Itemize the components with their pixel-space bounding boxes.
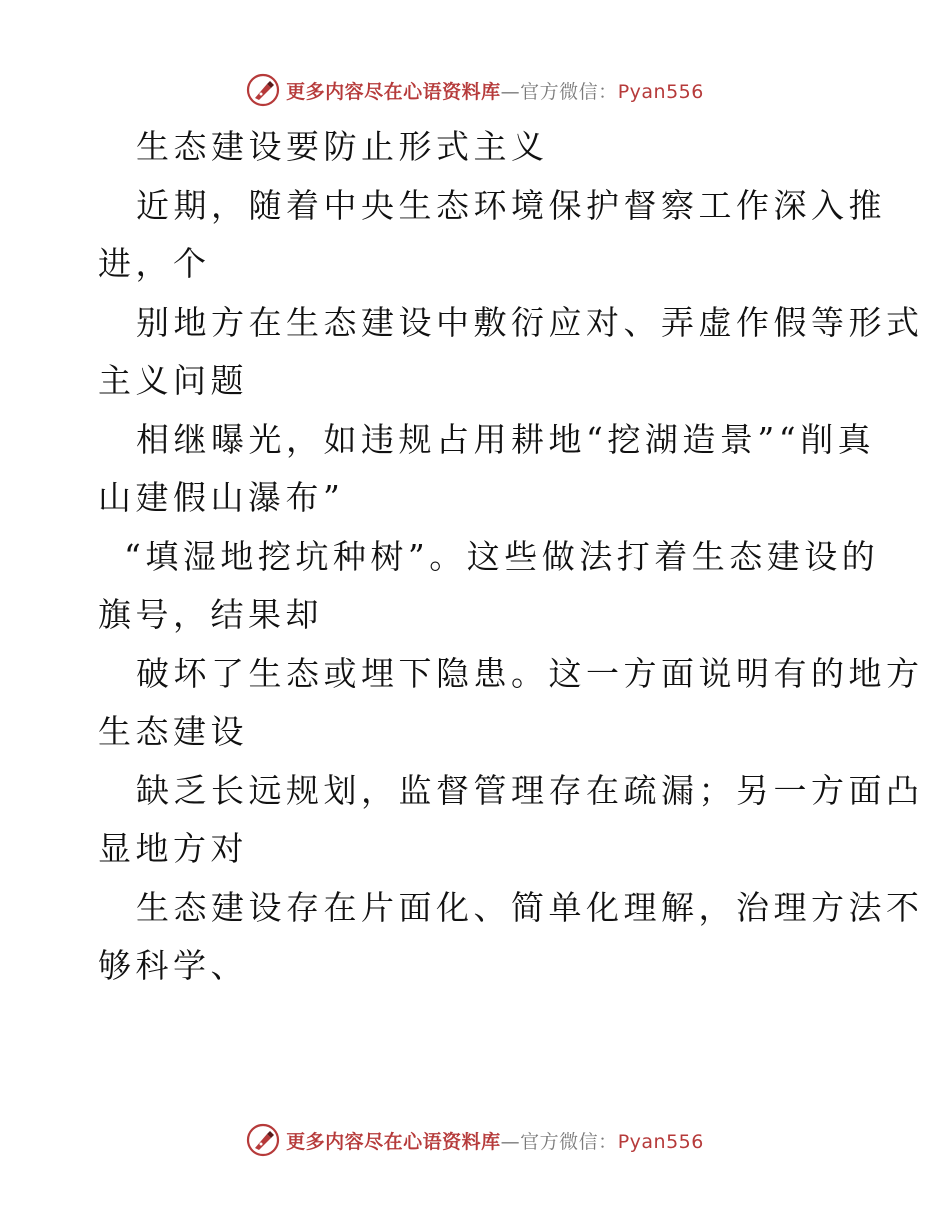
banner-wechat-label: —官方微信： (500, 1130, 618, 1153)
text-line: 旗号，结果却 (98, 595, 323, 634)
text-line: 近期，随着中央生态环境保护督察工作深入推 (136, 185, 886, 225)
text-line: 山建假山瀑布” (98, 478, 345, 517)
text-line: “填湿地挖坑种树”。这些做法打着生态建设的 (124, 536, 880, 576)
document-title: 生态建设要防止形式主义 (136, 127, 549, 166)
text-line: 够科学、 (98, 946, 248, 985)
text-line: 生态建设存在片面化、简单化理解，治理方法不 (136, 887, 924, 927)
text-line: 生态建设 (98, 712, 248, 751)
fountain-pen-logo-icon (246, 1123, 280, 1157)
text-line: 缺乏长远规划，监督管理存在疏漏；另一方面凸 (136, 770, 924, 810)
document-body (98, 118, 924, 996)
text-line: 别地方在生态建设中敷衍应对、弄虚作假等形式 (136, 302, 924, 342)
banner-wechat-id: Pyan556 (617, 1130, 704, 1153)
banner-text (286, 77, 704, 104)
footer-banner (0, 1120, 950, 1160)
header-banner (0, 70, 950, 110)
text-line: 显地方对 (98, 829, 248, 868)
banner-wechat-id: Pyan556 (617, 80, 704, 103)
text-line: 相继曝光，如违规占用耕地“挖湖造景”“削真 (136, 419, 876, 459)
text-line: 主义问题 (98, 361, 248, 400)
banner-text (286, 1127, 704, 1154)
text-line: 破坏了生态或埋下隐患。这一方面说明有的地方 (136, 653, 924, 693)
banner-site-name: 更多内容尽在心语资料库 (286, 80, 501, 103)
text-line: 进，个 (98, 244, 211, 283)
banner-site-name: 更多内容尽在心语资料库 (286, 1130, 501, 1153)
fountain-pen-logo-icon (246, 73, 280, 107)
banner-wechat-label: —官方微信： (500, 80, 618, 103)
